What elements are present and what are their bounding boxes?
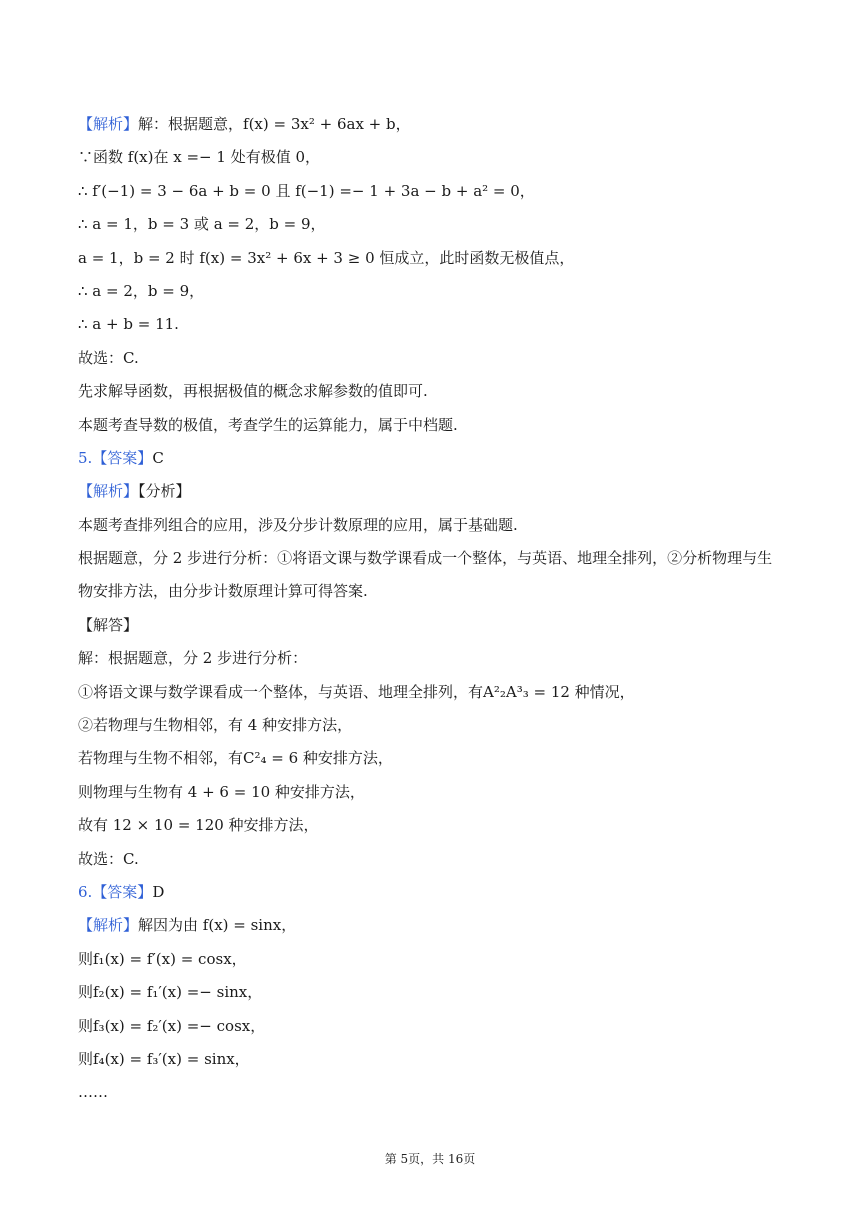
text-line	[78, 943, 798, 976]
text-line	[78, 442, 798, 475]
text-line	[78, 1076, 798, 1109]
line-text: 则f₃(x) = f₂′(x) =− cosx，	[78, 1016, 266, 1035]
page-content	[78, 108, 798, 1110]
line-text: 解：根据题意，分 2 步进行分析：	[78, 649, 308, 668]
text-line	[78, 308, 798, 341]
text-line	[78, 609, 798, 642]
line-text: ∵函数 f(x)在 x =− 1 处有极值 0，	[78, 148, 321, 167]
text-line	[78, 141, 798, 174]
section-tag: 6.【答案】	[78, 882, 153, 901]
line-text: ∴ a = 2，b = 9，	[78, 281, 205, 300]
line-text: 则f₂(x) = f₁′(x) =− sinx，	[78, 983, 263, 1002]
line-text: 本题考查导数的极值，考查学生的运算能力，属于中档题.	[78, 415, 458, 434]
text-line	[78, 742, 798, 775]
line-text: 则物理与生物有 4 + 6 = 10 种安排方法，	[78, 782, 365, 801]
text-line	[78, 575, 798, 608]
section-tag: 5.【答案】	[78, 448, 153, 467]
text-line	[78, 709, 798, 742]
text-line	[78, 1043, 798, 1076]
line-text: D	[152, 882, 165, 901]
line-text: 物安排方法，由分步计数原理计算可得答案.	[78, 582, 368, 601]
line-text: C	[152, 448, 164, 467]
line-text: 【分析】	[138, 482, 191, 501]
text-line	[78, 409, 798, 442]
section-tag: 【解析】	[78, 916, 139, 935]
text-line	[78, 509, 798, 542]
line-text: ①将语文课与数学课看成一个整体，与英语、地理全排列，有A²₂A³₃ = 12 种情况，	[78, 682, 635, 701]
text-line	[78, 642, 798, 675]
text-line	[78, 242, 798, 275]
section-tag: 【解析】	[78, 115, 139, 133]
line-text: 若物理与生物不相邻，有C²₄ = 6 种安排方法，	[78, 749, 393, 768]
line-text: 【解答】	[78, 615, 139, 634]
line-text: 则f₁(x) = f′(x) = cosx，	[78, 949, 247, 968]
text-line	[78, 275, 798, 308]
line-text: 故有 12 × 10 = 120 种安排方法，	[78, 816, 319, 835]
text-line	[78, 342, 798, 375]
text-line	[78, 375, 798, 408]
text-line	[78, 108, 798, 141]
text-line	[78, 976, 798, 1009]
text-line	[78, 542, 798, 575]
line-text: ∴ a + b = 11.	[78, 315, 179, 334]
text-line	[78, 1010, 798, 1043]
text-line	[78, 776, 798, 809]
text-line	[78, 809, 798, 842]
page-footer: 第 5页，共 16页	[384, 1152, 476, 1166]
line-text: 先求解导函数，再根据极值的概念求解参数的值即可.	[78, 382, 428, 401]
text-line	[78, 909, 798, 942]
line-text: 故选：C.	[78, 849, 139, 868]
text-line	[78, 175, 798, 208]
line-text: ……	[78, 1083, 108, 1102]
line-text: 解：根据题意，f(x) = 3x² + 6ax + b，	[138, 115, 411, 133]
text-line	[78, 475, 798, 508]
text-line	[78, 876, 798, 909]
text-line	[78, 208, 798, 241]
line-text: 解因为由 f(x) = sinx，	[138, 916, 297, 935]
line-text: a = 1，b = 2 时 f(x) = 3x² + 6x + 3 ≥ 0 恒成立，此时函数无极值点，	[78, 248, 575, 267]
line-text: ∴ f′(−1) = 3 − 6a + b = 0 且 f(−1) =− 1 + 3a − b + a² = 0，	[78, 181, 535, 200]
line-text: ②若物理与生物相邻，有 4 种安排方法，	[78, 716, 353, 735]
line-text: 故选：C.	[78, 348, 139, 367]
text-line	[78, 676, 798, 709]
line-text: 本题考查排列组合的应用，涉及分步计数原理的应用，属于基础题.	[78, 515, 518, 534]
line-text: ∴ a = 1，b = 3 或 a = 2，b = 9，	[78, 215, 326, 234]
text-line	[78, 843, 798, 876]
line-text: 则f₄(x) = f₃′(x) = sinx，	[78, 1049, 250, 1068]
line-text: 根据题意，分 2 步进行分析：①将语文课与数学课看成一个整体，与英语、地理全排列，②分析物理与生	[78, 549, 773, 568]
section-tag: 【解析】	[78, 482, 139, 501]
